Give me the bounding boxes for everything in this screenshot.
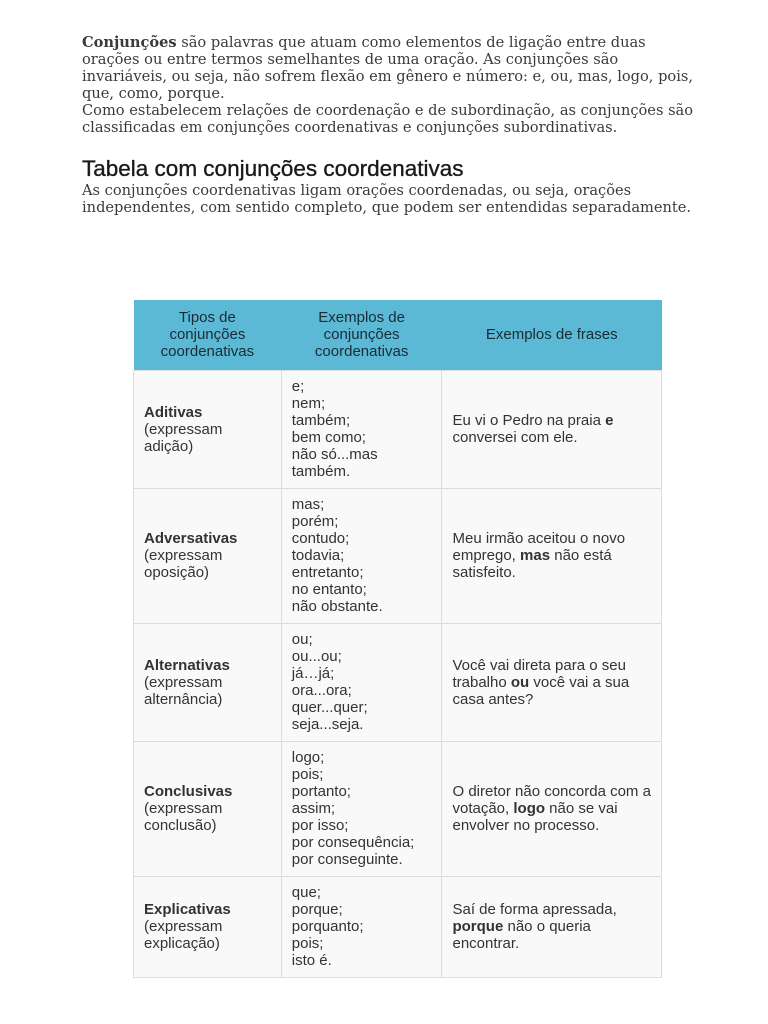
sentence-end: você vai a sua casa antes?: [452, 673, 630, 708]
coordinating-conjunctions-table: [133, 300, 662, 978]
example-item: todavia;: [291, 546, 345, 564]
type-name: Conclusivas: [144, 783, 233, 800]
type-description: (expressam oposição): [144, 547, 223, 581]
table-row: [134, 370, 662, 488]
type-name: Explicativas: [144, 901, 231, 918]
example-item: assim;: [291, 799, 336, 817]
example-item: que;: [291, 883, 321, 901]
table-header-row: [134, 300, 662, 370]
type-description: (expressam explicação): [144, 918, 223, 952]
type-cell: [134, 623, 282, 741]
sentence-start: O diretor não concorda com a votação,: [452, 783, 651, 817]
example-item: logo;: [291, 748, 325, 766]
example-item: porquanto;: [291, 917, 364, 935]
sentence-cell: [442, 370, 662, 488]
examples-cell: [281, 876, 442, 977]
example-item: mas;: [291, 495, 325, 513]
intro-paragraph-2: Como estabelecem relações de coordenação e de subordinação, as conjunções são classificadas em conjunções coordenativas e conjunções subordinativas.: [82, 102, 694, 136]
intro-term-bold: Conjunções: [82, 34, 177, 51]
sentence-start: Eu vi o Pedro na praia: [452, 412, 606, 429]
sentence-start: Saí de forma apressada,: [452, 901, 617, 918]
example-item: isto é.: [291, 951, 332, 969]
sentence-conjunction: porque: [452, 918, 504, 935]
examples-cell: [281, 488, 442, 623]
type-description: (expressam adição): [144, 420, 223, 455]
header-examples: Exemplos de conjunções coordenativas: [281, 300, 442, 370]
example-item: por conseguinte.: [291, 850, 403, 868]
example-item: também.: [291, 462, 351, 480]
intro-text: são palavras que atuam como elementos de ligação entre duas orações ou entre termos semelhantes de uma oração. As conjunções são invariáveis, ou seja, não sofrem flexão em gênero e número: e, ou, mas, logo, pois, que, como, porque.: [82, 34, 694, 102]
example-item: portanto;: [291, 782, 351, 800]
example-item: contudo;: [291, 529, 350, 547]
example-item: bem como;: [291, 428, 366, 446]
intro-paragraph-1: [82, 34, 702, 102]
sentence-conjunction: mas: [520, 547, 551, 564]
sentence-end: não está satisfeito.: [452, 547, 612, 581]
table-row: [134, 876, 662, 977]
sentence-cell: [442, 623, 662, 741]
example-item: por isso;: [291, 816, 349, 834]
example-item: porque;: [291, 900, 343, 918]
example-item: porém;: [291, 512, 339, 530]
sentence-conjunction: e: [605, 412, 614, 429]
example-item: também;: [291, 411, 351, 429]
table-row: [134, 623, 662, 741]
section-heading: Tabela com conjunções coordenativas: [82, 156, 464, 181]
table-row: [134, 488, 662, 623]
section-paragraph: As conjunções coordenativas ligam orações coordenadas, ou seja, orações independentes, com sentido completo, que podem ser entendidas separadamente.: [82, 182, 692, 216]
sentence-cell: [442, 876, 662, 977]
header-sentences: Exemplos de frases: [442, 300, 662, 370]
sentence-cell: [442, 488, 662, 623]
type-name: Adversativas: [144, 530, 238, 547]
sentence-start: Meu irmão aceitou o novo emprego,: [452, 530, 626, 564]
example-item: quer...quer;: [291, 698, 368, 716]
sentence-end: não se vai envolver no processo.: [452, 800, 618, 834]
example-item: entretanto;: [291, 563, 364, 581]
example-item: e;: [291, 377, 305, 395]
example-item: pois;: [291, 765, 324, 783]
examples-cell: [281, 370, 442, 488]
sentence-end: não o queria encontrar.: [452, 918, 591, 952]
type-name: Alternativas: [144, 656, 230, 674]
type-description: (expressam conclusão): [144, 800, 223, 834]
example-item: por consequência;: [291, 833, 415, 851]
type-cell: [134, 370, 282, 488]
example-item: não só...mas: [291, 445, 378, 463]
type-cell: [134, 488, 282, 623]
example-item: ora...ora;: [291, 681, 352, 699]
example-item: seja...seja.: [291, 715, 364, 733]
sentence-cell: [442, 741, 662, 876]
example-item: ou...ou;: [291, 647, 342, 665]
type-cell: [134, 876, 282, 977]
example-item: já…já;: [291, 664, 335, 682]
header-types: Tipos de conjunções coordenativas: [134, 300, 282, 370]
sentence-conjunction: ou: [510, 673, 530, 691]
type-cell: [134, 741, 282, 876]
type-name: Aditivas: [144, 403, 203, 421]
example-item: nem;: [291, 394, 326, 412]
document-body: [82, 34, 702, 216]
example-item: ou;: [291, 630, 313, 648]
sentence-start: Você vai direta para o seu trabalho: [452, 656, 626, 691]
sentence-conjunction: logo: [513, 800, 546, 817]
example-item: pois;: [291, 934, 324, 952]
examples-cell: [281, 741, 442, 876]
examples-cell: [281, 623, 442, 741]
type-description: (expressam alternância): [144, 673, 223, 708]
table-row: [134, 741, 662, 876]
example-item: não obstante.: [291, 597, 383, 615]
example-item: no entanto;: [291, 580, 367, 598]
sentence-end: conversei com ele.: [452, 429, 578, 446]
